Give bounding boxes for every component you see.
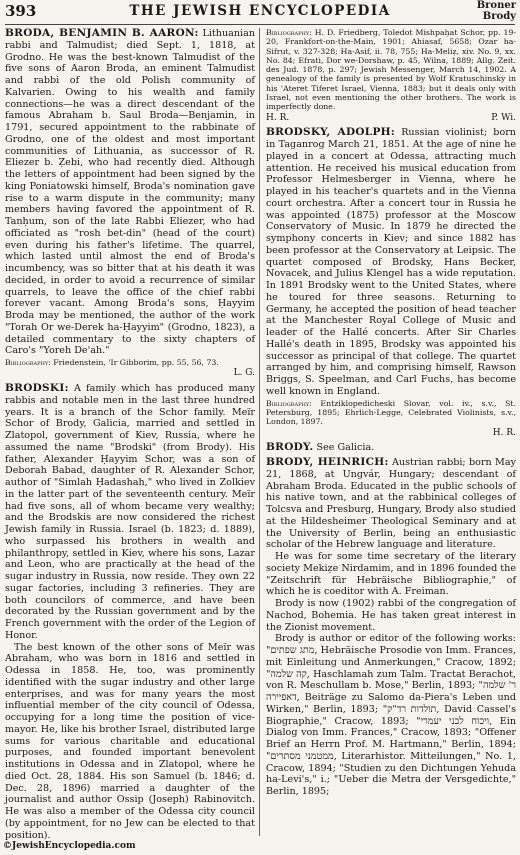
author-signatures (266, 113, 516, 125)
left-column (5, 28, 255, 841)
header-rule (5, 24, 515, 25)
bibliography-label: Bibliography: (266, 398, 312, 408)
entry-heading: BRODSKY, ADOLPH: (266, 126, 396, 139)
bibliography-label: Bibliography: (5, 358, 51, 367)
entry-heading: BRODY. (266, 441, 314, 454)
article-brody-heinrich (266, 457, 516, 551)
bibliography: Bibliography: Friedenstein, 'Ir Gibborim, pp. 55, 56, 73. (5, 358, 219, 367)
entry-text: Austrian rabbi; born May 21, 1868, at Ungvár, Hungary; descendant of Abraham Broda. Educated in the public schools of his native town, and at the rabbinical colleges of Tolcsva and Presburg, Hungary, Brody also studied at the Hildesheimer Theological Seminary and at the University of Berlin, being an enthusiastic scholar of the Hebrew language and literature. (266, 457, 516, 551)
author-signature: P. Wi. (491, 112, 516, 123)
bibliography-label: Bibliography: (266, 28, 312, 37)
author-signature: H. R. (266, 112, 290, 123)
article-brodsky-adolph (266, 127, 516, 397)
entry-heading: BRODSKI: (5, 382, 69, 395)
entry-paragraph: Brody is author or editor of the following works: "מתג שפתים, Hebräische Prosodie von Imm. Frances, mit Einleitung und Anmerkungen," Cracow, 1892; "קה שלמה, Haschlamah zum Talm. Tractat Berachot, von R. Meschullam b. Mose," Berlin, 1893; "ר' שלמה דאפיירה, Beiträge zu Salomo da-Piera's Leben und Wirken," Berlin, 1893; "תולדות רד"ק, David Cassel's Biographie," Cracow, 1893; "ויכוח לבני יעמרי, Ein Dialog von Imm. Frances," Cracow, 1893; "Offener Brief an Herrn Prof. M. Hartmann," Berlin, 1894; "ממטמני מסתרים, Literarhistor. Mitteilungen," No. 1, Cracow, 1894; "Studien zu den Dichtungen Yehuda ha-Levi's," i.; "Ueber die Metra der Versgedichte," Berlin, 1895; (266, 633, 517, 798)
entry-text: A family which has produced many rabbis and notable men in the last three hundred years. It is a branch of the Schor family. Meïr Schor of Brody, Galicia, married and settled in Zlatopol, government of Kiev, Russia, where he assumed the name "Brodski" (from Brody). His father, Alexander Ḥayyim Schor, was a son of Deborah Babad, daughter of R. Alexander Schor, author of "Simlah Ḥadashah," who lived in Zolkiev in the latter part of the seventeenth century. Meïr had five sons, all of whom became very wealthy; and the Brodskis are now considered the richest Jewish family in Russia. Israel (b. 1823; d. 1889), who surpassed his brothers in wealth and philanthropy, settled in Kiev, where his sons, Lazar and Leon, who are practically at the head of the sugar industry in Russia, now reside. They own 22 sugar factories, including 3 refineries. They are both councilors of commerce, and have been decorated by the Russian government and by the French government with the order of the Legion of Honor. (5, 383, 255, 641)
guide-words (477, 0, 516, 22)
bibliography: Bibliography: H. D. Friedberg, Toledot Mishpaḥat Schor, pp. 19-20, Frankfort-on-the-Main, 1901; Ahiasaf, 5658; Ozar ha-Sifrut, v. 327-328; Ha-Asif, ii. 78, 755; Ha-Meliẓ, xiv. No. 9, xx. No. 84; Efrati, Dor we-Dorshaw, p. 45, Wilna, 1889; Allg. Zeit. des Jud. 1878, p. 297; Jewish Messenger, March 14, 1902. A genealogy of the family is presented by Wolf Kratuschinsky in his 'Ateret Tiferet Israel, Vienna, 1883; but it deals only with Israel, not even mentioning the other brothers. The work is imperfectly done. (266, 28, 516, 112)
journal-title: THE JEWISH ENCYCLOPEDIA (129, 3, 391, 19)
guide-word-top: Broner (476, 0, 516, 11)
article-broda-benjamin (5, 28, 255, 357)
entry-paragraph: Brody is now (1902) rabbi of the congregation of Nachod, Bohemia. He has taken great interest in the Zionist movement. (266, 598, 516, 633)
entry-paragraph: The best known of the other sons of Meïr was Abraham, who was born in 1816 and settled in Odessa in 1858. He, too, was prominently identified with the sugar industry and other large enterprises, and was for many years the most influential member of the city council of Odessa, occupying for a long time the position of vice-mayor. He, like his brother Israel, distributed large sums for various charitable and educational purposes, and founded important benevolent institutions in Odessa and in Zlatopol, where he died Oct. 28, 1884. His son Samuel (b. 1846; d. Dec. 28, 1896) married a daughter of the journalist and author Ossip (Joseph) Rabinovitch. He was also a member of the Odessa city council (by appointment, for no Jew can be elected to that position). (5, 641, 255, 841)
author-signature: L. G. (233, 368, 255, 379)
article-brodski (5, 383, 255, 642)
column-divider (259, 28, 260, 836)
entry-heading: BRODY, HEINRICH: (266, 456, 389, 469)
guide-word-bottom: Brody (482, 11, 516, 22)
page-header (0, 0, 520, 24)
right-column (266, 28, 516, 798)
entry-paragraph: He was for some time secretary of the literary society Mekiẓe Nirdamim, and in 1896 founded the "Zeitschrift für Hebräische Bibliographie," of which he is coeditor with A. Freiman. (266, 551, 516, 598)
entry-text: Russian violinist; born in Taganrog March 21, 1851. At the age of nine he played in a concert at Odessa, attracting much attention. He received his musical education from Professor Helmesberger in Vienna, where he played in his teacher's quartets and in the Vienna court orchestra. After a concert tour in Russia he was appointed (1875) professor at the Moscow Conservatory of Music. In 1879 he directed the symphony concerts in Kiev; and since 1882 has been professor at the Conservatory at Leipsic. The quartet composed of Brodsky, Hans Becker, Novacek, and Julius Klengel has a wide reputation. In 1891 Brodsky went to the United States, where he toured for three seasons. Returning to Germany, he accepted the position of head teacher at the Manchester Royal College of Music and leader of the Hallé concerts. After Sir Charles Hallé's death in 1895, Brodsky was appointed his successor as principal of that college. The quartet arranged by him, and comprising himself, Rawson Briggs, S. Speelman, and Carl Fuchs, has become well known in England. (266, 127, 516, 397)
cross-reference: See Galicia. (313, 442, 375, 454)
bibliography: Bibliography: Entziklopedicheski Slovar, vol. iv., s.v., St. Petersburg, 1895; Ehrlich-Legge, Celebrated Violinists, s.v., London, 1897. (266, 398, 516, 427)
author-signature: H. R. (492, 427, 516, 438)
entry-text: Lithuanian rabbi and Talmudist; died Sept. 1, 1818, at Grodno. He was the best-known Talmudist of the five sons of Aaron Broda, an eminent Talmudist and rabbi of the old Polish community of Kalvarien. Owing to his wealth and family connections—he was a direct descendant of the famous Abraham b. Saul Broda—Benjamin, in 1791, secured appointment to the rabbinate of Grodno, one of the oldest and most important communities of Lithuania, as successor of R. Eliezer b. Ẓebi, who had recently died. Although the letters of appointment had been signed by the king Poniatowski himself, Broda's nomination gave rise to a warm dispute in the community; many members having favored the appointment of R. Tanḥum, son of the late Rabbi Eliezer, who had officiated as "rosh bet-din" (head of the court) even during his father's lifetime. The quarrel, which lasted until almost the end of Broda's incumbency, was so bitter that at his death it was decided, in order to avoid a recurrence of similar quarrels, to leave the office of the chief rabbi forever vacant. Among Broda's sons, Ḥayyim Broda may be mentioned, the author of the work "Torah Or we-Derek ha-Ḥayyim" (Grodno, 1823), a detailed commentary to the sixty chapters of Caro's "Yoreh De'ah." (5, 28, 255, 357)
footer-credit: ©JewishEncyclopedia.com (3, 841, 136, 851)
entry-heading: BRODA, BENJAMIN B. AARON: (5, 27, 199, 39)
page-number: 393 (5, 2, 37, 20)
article-brody (266, 442, 516, 454)
